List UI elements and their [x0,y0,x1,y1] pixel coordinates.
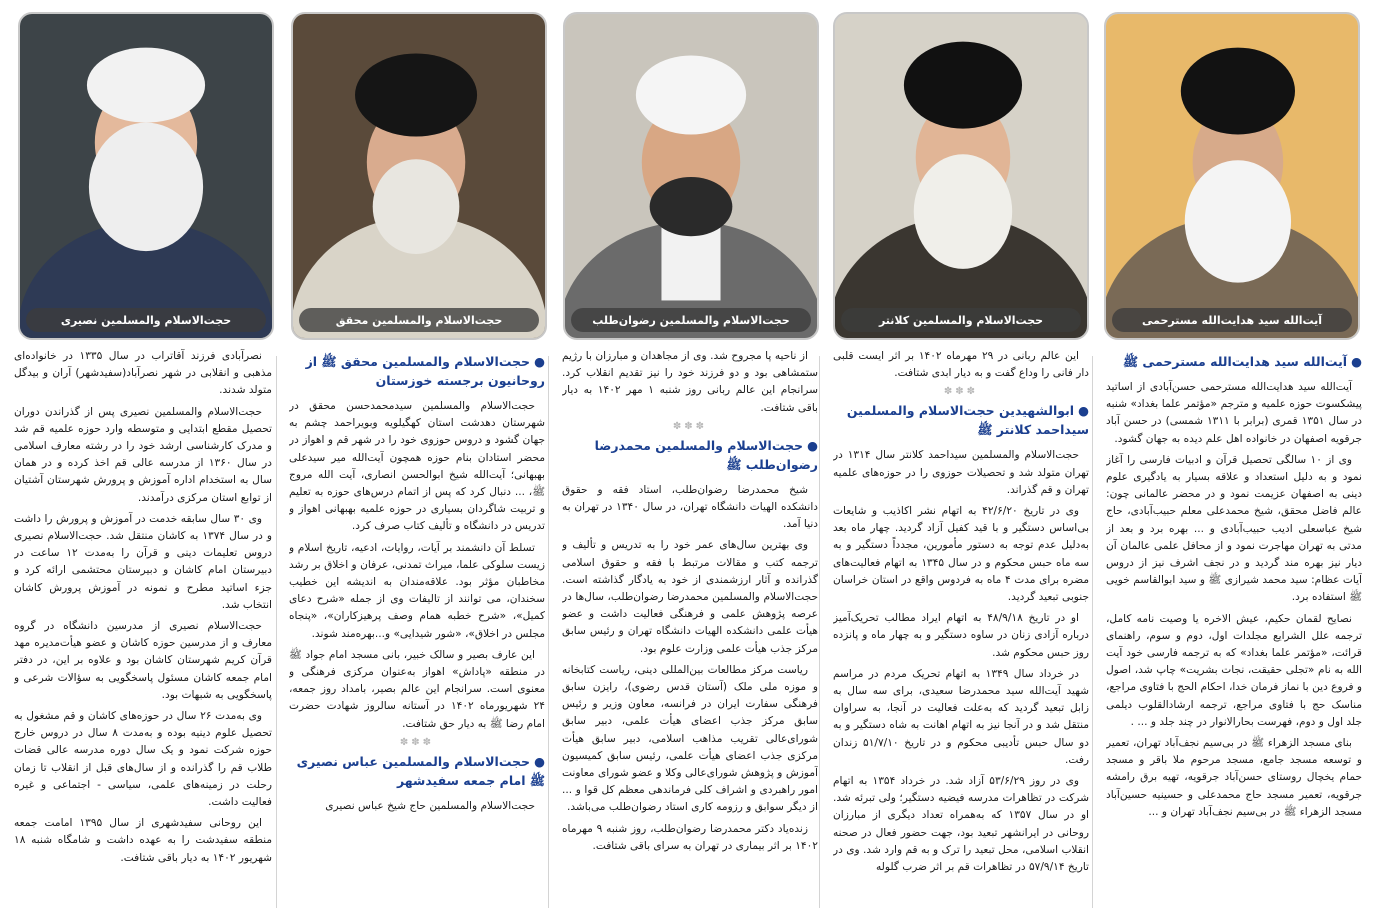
paragraph: نصرآبادی فرزند آقاتراب در سال ۱۳۳۵ در خانواده‌ای مذهبی و انقلابی در شهر نصرآباد(سفیدشهر) آران و بیدگل متولد شدند. [14,350,272,397]
column-divider [819,356,820,908]
paragraph: او در تاریخ ۴۸/۹/۱۸ به اتهام ایراد مطالب تحریک‌آمیز درباره آزادی زنان در ساوه دستگیر و به چهار ماه و پانزده روز حبس محکوم شد. [833,612,1089,659]
paragraph: وی در روز ۵۳/۶/۲۹ آزاد شد. در خرداد ۱۳۵۴ به اتهام شرکت در تظاهرات مدرسه فیضیه دستگیر؛ ولی تبرئه شد. او در سال ۱۳۵۷ که به‌همراه تعداد دیگری از مبارزان روحانی در ایرانشهر تبعید بود، جهت حضور فعال در صحنه انقلاب اسلامی، محل تبعید را ترک و به قم وارد شد. وی در تاریخ ۵۷/۹/۱۴ در تظاهرات قم بر اثر ضرب گلوله [833,775,1089,874]
article-body [833,447,1089,876]
paragraph: حجت‌الاسلام نصیری از مدرسین دانشگاه در گروه معارف و از مدرسین حوزه کاشان و عضو هیأت‌مدیره مهد قرآن کریم شهرستان کاشان بود و علاوه بر این، در دفتر امام جمعه کاشان مسئول پاسخگویی به سؤالات شرعی و پاسخگویی به شبهات بود. [14,620,272,701]
column-divider [1092,356,1093,908]
portrait-caption: حجت‌الاسلام والمسلمین رضوان‌طلب [571,308,811,332]
section-heading: ●آیت‌الله سید هدایت‌الله مسترحمی ﷺ [1122,354,1362,369]
article-body [289,798,545,815]
paragraph: وی از ۱۰ سالگی تحصیل قرآن و ادبیات فارسی را آغاز نمود و به دلیل استعداد و علاقه بسیار به یادگیری علوم دینی به اصفهان عزیمت نمود و در محضر عالمانی چون: عالم فاضل محقق، شیخ محمدعلی معلم حبیب‌آبادی، حاج شیخ عباسعلی ادیب حبیب‌آبادی و ... بهره برد و بعد از مدتی به تهران مهاجرت نمود و از محافل علمی عالمان آن دیار نیز بهره مند گردید و در نجف اشرف نیز از دروس آیات عظام: سید محمد شیرازی ﷺ و سید ابوالقاسم خویی ﷺ استفاده برد. [1106,453,1362,604]
paragraph: حجت‌الاسلام والمسلمین نصیری پس از گذراندن دوران تحصیل مقطع ابتدایی و متوسطه وارد حوزه علمیه قم شد و مدرک کارشناسی ارشد خود را در رشته معارف اسلامی در سال ۱۳۶۰ از مدرسه عالی قم اخذ کرده و در همان سال به استخدام اداره آموزش و پرورش شهرستان آشتیان از توابع استان مرکزی درآمدند. [14,405,272,504]
article-body [14,348,272,867]
paragraph: در خرداد سال ۱۳۴۹ به اتهام تحریک مردم در مراسم شهید آیت‌الله سید محمدرضا سعیدی، برای سه سال به زابل تبعید گردید که به‌علت فعالیت در آنجا، به سراوان منتقل شد و در آنجا نیز به اتهام اهانت به شاه دستگیر و به دو سال حبس تأدیبی محکوم و در تاریخ ۵۱/۷/۱۰ زندان رفت. [833,667,1089,766]
paragraph: حجت‌الاسلام والمسلمین سیداحمد کلانتر سال ۱۳۱۴ در تهران متولد شد و تحصیلات حوزوی را در حوزه‌های علمیه تهران و قم گذراند. [833,449,1089,496]
paragraph: ریاست مرکز مطالعات بین‌المللی دینی، ریاست کتابخانه و موزه ملی ملک (آستان قدس رضوی)، رایزن سابق فرهنگی سفارت ایران در فرانسه، معاون وزیر و رئیس سابق مرکز جذب اعضای هیأت علمی، دبیر سابق شورای‌عالی تقریب مذاهب اسلامی، دبیر سابق هیأت مرکزی جذب اعضای هیأت علمی، رئیس سابق کمیسیون آموزش و پژوهش شورای‌عالی وکلا و عضو شورای معاونت امور راهبردی و اشراف کلی فرماندهی معظم کل قوا و ... از دیگر سوابق و رزومه کاری استاد رضوان‌طلب می‌باشد. [562,663,818,814]
article-columns [0,348,1380,920]
portrait-caption: حجت‌الاسلام والمسلمین کلانتر [841,308,1081,332]
portrait-card-mostarahmi [1104,12,1360,340]
paragraph: وی ۳۰ سال سابقه خدمت در آموزش و پرورش را داشت و در سال ۱۳۷۴ به کاشان منتقل شد. حجت‌الاسلام نصیری دروس تعلیمات دینی و قرآن را به‌مدت ۱۲ ساعت در دبیرستان امام کاشان و دبیرستان محتشمی ارائه کرد و جزء اساتید مطرح و نمونه در آموزش پرورش کاشان انتخاب شد. [14,512,272,611]
article-body [1106,379,1362,821]
bullet-icon: ● [1351,354,1362,369]
paragraph: شیخ محمدرضا رضوان‌طلب، استاد فقه و حقوق دانشکده الهیات دانشگاه تهران، در سال ۱۳۴۰ در تهران به دنیا آمد. [562,483,818,531]
portrait-image [293,14,545,338]
paragraph: نصایح لقمان حکیم، عیش الاخره یا وصیت نامه کامل، ترجمه علل الشرایع مجلدات اول، دوم و سوم، راهنمای قرائت، «مؤتمر علما بغداد» که به ترجمه فارسی خود آیت الله به نام «تجلی حقیقت، نجات بشریت» چاپ شد، اصول و فروع دین با نماز فرمان خدا، احکام الحج با فتاوی مراجع، مناسک حج با فتاوی مراجع، ترجمه ارشادالقلوب دیلمی جلد اول و دوم، فهرست بحارالانوار در چند جلد و ... . [1106,612,1362,728]
column-divider [276,356,277,908]
portrait-image [1106,14,1358,338]
portrait-card-nasiri [18,12,274,340]
paragraph: وی به‌مدت ۲۶ سال در حوزه‌های کاشان و قم مشغول به تحصیل علوم دینیه بوده و به‌مدت ۸ سال در دروس خارج حوزه شرکت نمود و یک سال دوره مدرسه عالی قضات طلاب قم را گذرانده و از سال‌های قبل از انقلاب تا زمان رحلت در زمینه‌های علمی، سیاسی - اجتماعی و غیره فعالیت داشت. [14,710,272,809]
paragraph: از ناحیه پا مجروح شد. وی از مجاهدان و مبارزان با رژیم ستمشاهی بود و دو فرزند خود را نیز تقدیم انقلاب کرد. سرانجام این عالم ربانی روز شنبه ۱ مهر ۱۴۰۲ به دیار باقی شتافت. [562,350,818,414]
paragraph: این عالم ربانی در ۲۹ مهرماه ۱۴۰۲ بر اثر ایست قلبی دار فانی را وداع گفت و به دیار ابدی شتافت. [833,350,1089,380]
portrait-card-mohaghegh [291,12,547,340]
article-body [833,348,1089,382]
column-divider [548,356,549,908]
paragraph: آیت‌الله سید هدایت‌الله مسترحمی حسن‌آبادی از اساتید پیشکسوت حوزه علمیه و مترجم «مؤتمر علما بغداد» شنبه در سال ۱۳۵۱ قمری (برابر با ۱۳۱۱ شمسی) در حسن آباد جرقویه اصفهان در خانواده اهل علم دیده به جهان گشود. [1106,381,1362,445]
portrait-caption: حجت‌الاسلام والمسلمین محقق [299,308,539,332]
paragraph: بنای مسجد الزهراء ﷺ در بی‌سیم نجف‌آباد تهران، تعمیر و توسعه مسجد جامع، مسجد مرحوم ملا باقر و مسجد حمام یخچال روستای حسن‌آباد جرقویه، تهیه برق رامشه جرقویه، تعمیر مسجد حاج محمدعلی و حسینیه حسین‌آباد مسجد الزهراء ﷺ در بی‌سیم نجف‌آباد تهران و ... [1106,737,1362,818]
paragraph: وی بهترین سال‌های عمر خود را به تدریس و تألیف و ترجمه کتب و مقالات مرتبط با فقه و حقوق اسلامی گذرانده و آثار ارزشمندی از خود به یادگار گذاشته است. حجت‌الاسلام والمسلمین محمدرضا رضوان‌طلب، سال‌ها در عرصه پژوهش علمی و فرهنگی فعالیت داشت و عضو هیأت علمی دانشکده الهیات دانشگاه تهران و رئیس سابق مرکز جذب هیأت علمی وزارت علوم بود. [562,539,818,655]
portrait-card-kalantar [833,12,1089,340]
bullet-icon: ● [807,437,818,453]
portrait-caption: حجت‌الاسلام والمسلمین نصیری [26,308,266,332]
section-divider: ✽✽✽ [672,420,708,432]
paragraph: تسلط آن دانشمند بر آیات، روایات، ادعیه، تاریخ اسلام و زیست سلوکی علما، میراث تمدنی، عرفان و اخلاق بر رشد مخاطبان مؤثر بود. علاقه‌مندان به اندیشه این خطیب سخندان، می توانند از تالیفات وی از جمله «شرح دعای کمیل»، «شرح خطبه همام وصف پرهیزکاران»، «پنجاه مجلس در اخلاق»، «شور شیدایی» و...بهره‌مند شوند. [289,541,545,640]
section-heading: ●حجت‌الاسلام والمسلمین عباس نصیری ﷺ امام جمعه سفیدشهر [296,753,545,788]
paragraph: حجت‌الاسلام والمسلمین سیدمحمدحسن محقق در شهرستان دهدشت استان کهگیلویه وبویراحمد چشم به جهان گشود و دروس حوزوی خود را در شهر قم و اهواز در محضر استادان بنام حوزه همچون آیت‌الله میر سیدعلی بهبهانی؛ آیت‌الله شیخ ابوالحسن انصاری، آیت الله مروج ﷺ، ... دنبال کرد که پس از اتمام درس‌های حوزه به تعلیم و تربیت شاگردان بسیاری در حوزه علمیه بهبهانی اهواز و تدریس در دانشگاه و تألیف کتاب صرف کرد. [289,400,545,533]
section-heading: ●ابوالشهیدین حجت‌الاسلام والمسلمین سیداحمد کلانتر ﷺ [846,403,1089,438]
column-kalantar [833,348,1089,916]
column-rezvantalab [562,348,818,916]
section-heading: ●حجت‌الاسلام والمسلمین محقق ﷺ از روحانیون برجسته خوزستان [305,354,545,388]
section-heading: ●حجت‌الاسلام والمسلمین محمدرضا رضوان‌طلب ﷺ [594,437,818,472]
article-body [289,398,545,733]
article-body [562,482,818,855]
portrait-image [565,14,817,338]
paragraph: زنده‌یاد دکتر محمدرضا رضوان‌طلب، روز شنبه ۹ مهرماه ۱۴۰۲ بر اثر بیماری در تهران به سرای باقی شتافت. [562,822,818,852]
bullet-icon: ● [534,354,545,369]
portrait-image [20,14,272,338]
section-divider: ✽✽✽ [399,736,435,748]
paragraph: این عارف بصیر و سالک خبیر، بانی مسجد امام جواد ﷺ در منطقه «پاداش» اهواز به‌عنوان مرکزی فرهنگی و معنوی است. سرانجام این عالم بصیر، بامداد روز جمعه، ۲۴ شهریورماه ۱۴۰۲ در آستانه سالروز شهادت حضرت امام رضا ﷺ به دیار حق شتافت. [289,648,545,730]
article-body [562,348,818,417]
portrait-caption: آیت‌الله سید هدایت‌الله مسترحمی [1112,308,1352,332]
portrait-image [835,14,1087,338]
bullet-icon: ● [534,753,545,769]
section-divider: ✽✽✽ [943,386,979,398]
bullet-icon: ● [1078,403,1089,419]
paragraph: این روحانی سفیدشهری از سال ۱۳۹۵ امامت جمعه منطقه سفیدشت را به عهده داشت و شامگاه شنبه ۱۸ شهریور ۱۴۰۲ به دیار باقی شتافت. [14,817,272,864]
paragraph: وی در تاریخ ۴۲/۶/۲۰ به اتهام نشر اکاذیب و شایعات بی‌اساس دستگیر و با قید کفیل آزاد گردید. چهار ماه بعد به‌دلیل عدم توجه به دستور مأمورین، مجدداً دستگیر و به سه ماه حبس محکوم و در سال ۱۳۴۵ به اتهام فعالیت‌های مضره برای مدت ۴ ماه به فردوس واقع در استان خراسان جنوبی تبعید گردید. [833,505,1089,604]
paragraph: حجت‌الاسلام والمسلمین حاج شیخ عباس نصیری [325,799,535,812]
column-nasiri [14,348,272,916]
portrait-card-rezvantalab [563,12,819,340]
portrait-strip [0,0,1380,345]
column-mohaghegh [289,348,545,916]
column-mostarahmi [1106,348,1362,916]
